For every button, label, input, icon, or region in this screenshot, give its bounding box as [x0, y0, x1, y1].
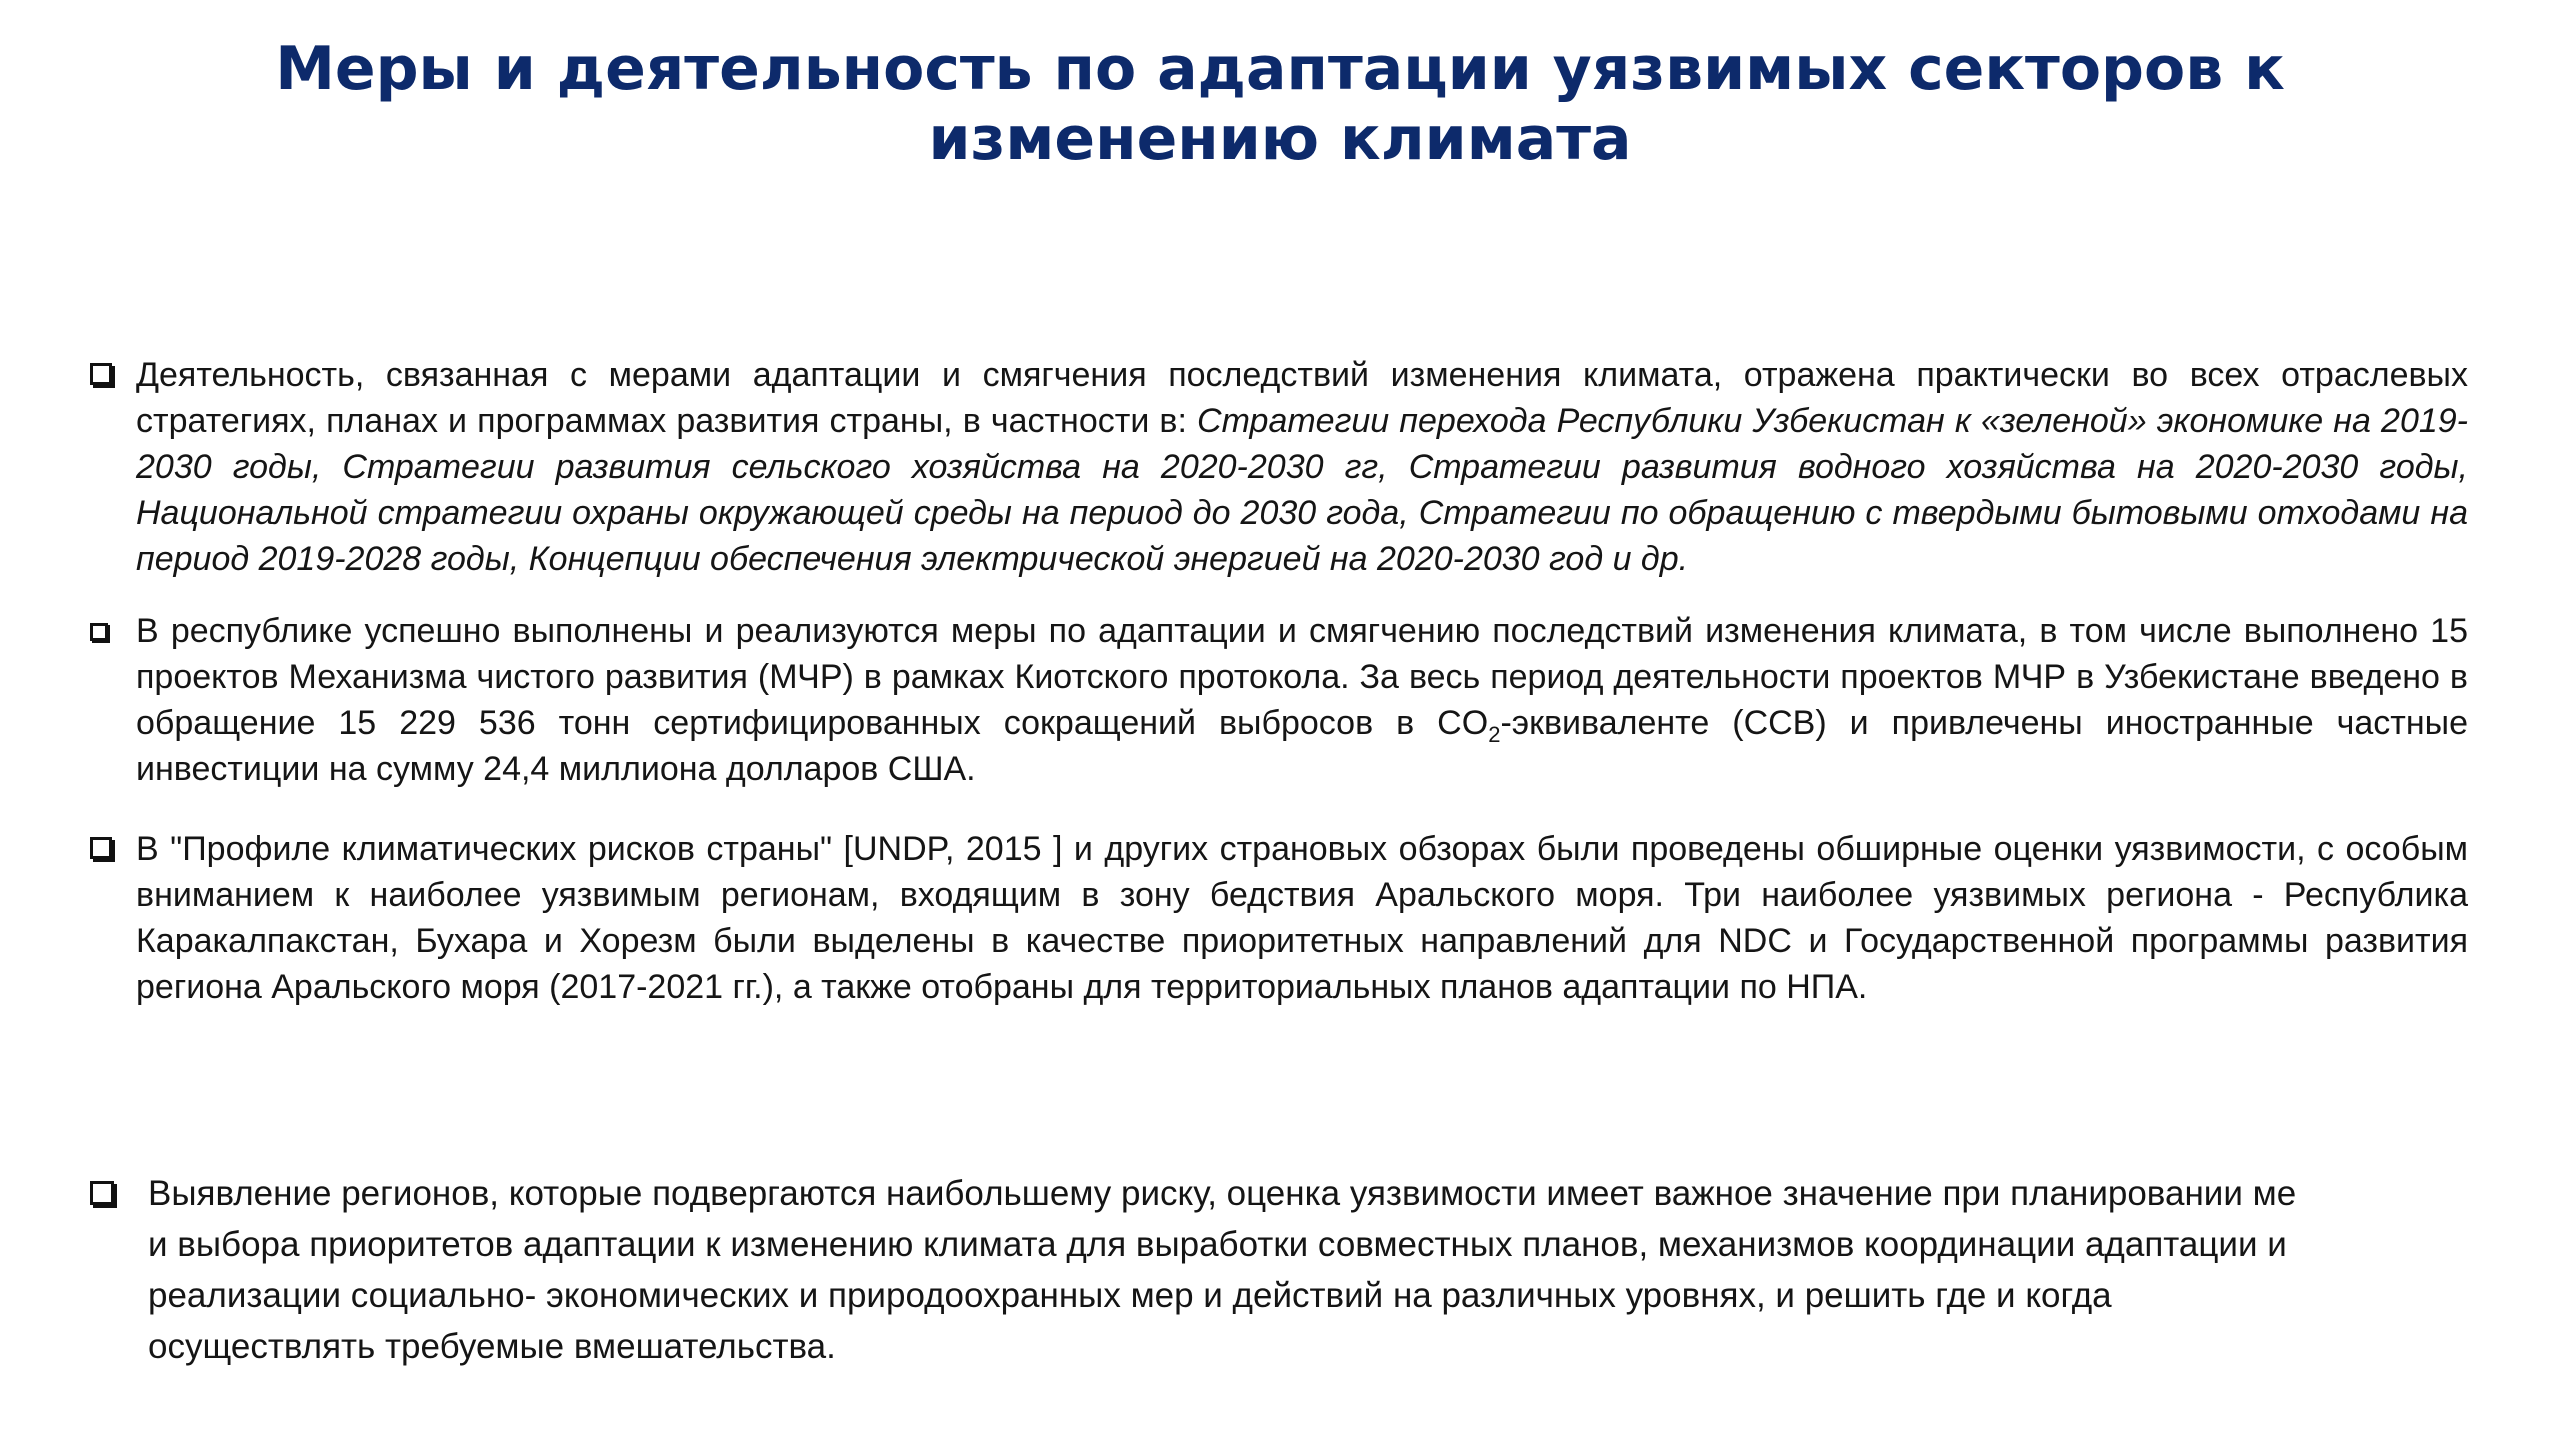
bullet-risk-profile-text: В "Профиле климатических рисков страны" [UNDP, 2015 ] и других страновых обзорах были проведены обширные оценки уязвимости, с особым вниманием к наиболее уязвимым регионам, входящим в зону бедствия Аральского моря. Три наиболее уязвимых региона - Республика Каракалпакстан, Бухара и Хорезм были выделены в качестве приоритетных направлений для NDC и Государственной программы развития региона Аральского моря (2017-2021 гг.), а также отобраны для территориальных планов адаптации по НПА. [136, 830, 2468, 1006]
bullet-cdm-text: В республике успешно выполнены и реализуются меры по адаптации и смягчению последствий изменения климата, в том числе выполнено 15 проектов Механизма чистого развития (МЧР) в рамках Киотского протокола. За весь период деятельности проектов МЧР в Узбекистане введено в обращение 15 229 536 тонн сертифицированных сокращений выбросов в CO [136, 612, 2468, 742]
bullet-cdm-text-end: -эквиваленте (ССВ) и привлечены иностранные частные инвестиции на сумму 24,4 миллиона долларов США. [136, 704, 2468, 788]
bullet-regions-line-1: Выявление регионов, которые подвергаются наибольшему риску, оценка уязвимости имеет важное значение при планировании ме [148, 1174, 2297, 1213]
bullet-strategies-italic-text: Стратегии перехода Республики Узбекистан к «зеленой» экономике на 2019-2030 годы, Стратегии развития сельского хозяйства на 2020-2030 гг, Стратегии развития водного хозяйства на 2020-2030 годы, Национальной стратегии охраны окружающей среды на период до 2030 года, Стратегии по обращению с твердыми бытовыми отходами на период 2019-2028 годы, Концепции обеспечения электрической энергией на 2020-2030 год и др. [136, 402, 2468, 578]
bullet-regions-line-4: осуществлять требуемые вмешательства. [148, 1327, 836, 1366]
bullet-regions-line-2: и выбора приоритетов адаптации к изменению климата для выработки совместных планов, механизмов координации адаптации и [148, 1225, 2287, 1264]
title-line-1: Меры и деятельность по адаптации уязвимых секторов к [275, 34, 2285, 104]
title-line-2: изменению климата [928, 104, 1632, 174]
slide-title [0, 34, 2560, 174]
bullet-strategies-text: Деятельность, связанная с мерами адаптации и смягчения последствий изменения климата, отражена практически во всех отраслевых стратегиях, планах и программах развития страны, в частности в: [136, 356, 2468, 440]
checkbox-square-icon [90, 363, 112, 385]
bullet-item-vulnerable-regions [88, 1168, 2560, 1372]
bullet-list [88, 352, 2468, 1010]
bullet-item-strategies [88, 352, 2468, 582]
bullet-item-climate-risk-profile [88, 826, 2468, 1010]
bullet-regions-line-3: реализации социально- экономических и природоохранных мер и действий на различных уровнях, и решить где и когда [148, 1276, 2112, 1315]
checkbox-square-icon [90, 623, 108, 641]
checkbox-square-icon [90, 1181, 114, 1205]
co2-subscript: 2 [1488, 721, 1501, 747]
bullet-item-cdm-projects [88, 608, 2468, 792]
checkbox-square-icon [90, 837, 112, 859]
